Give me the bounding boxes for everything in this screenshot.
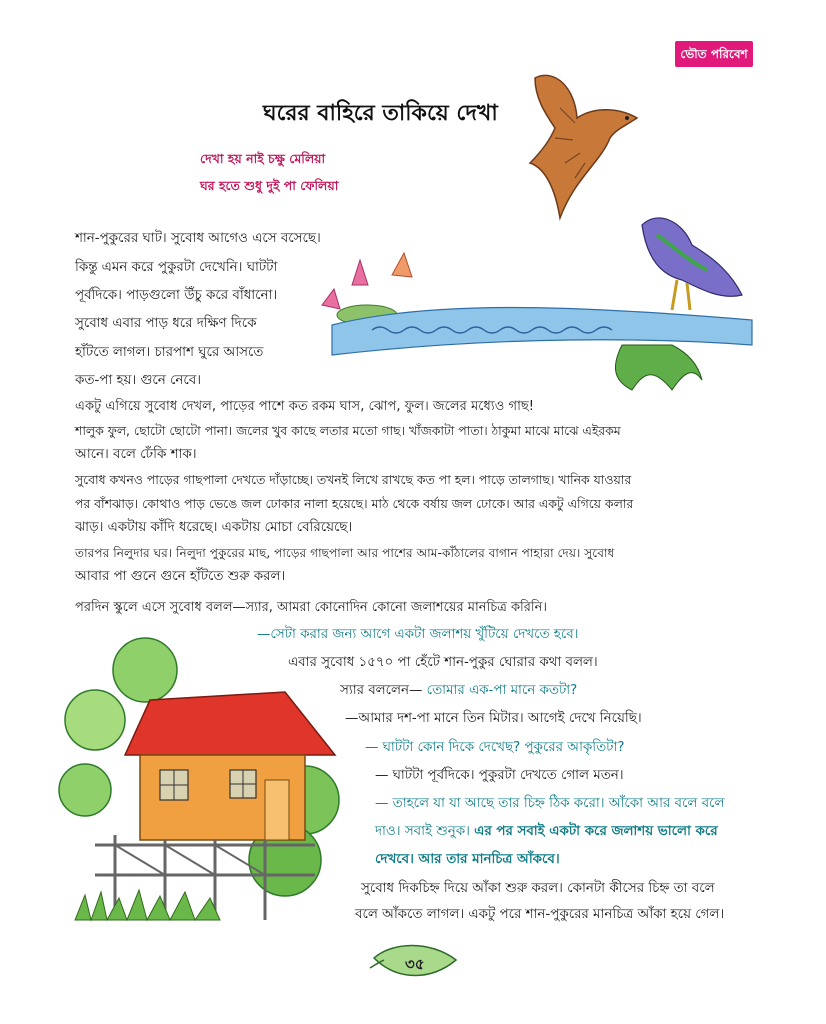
teacher-question: তোমার এক-পা মানে কতটা? bbox=[426, 683, 578, 698]
text-line-23 bbox=[375, 822, 718, 842]
text-line-25: সুবোধ দিকচিহ্ন দিয়ে আঁকা শুরু করল। কোনটা কীসের চিহ্ন তা বলে bbox=[361, 881, 715, 896]
text-line-3: পূর্বদিকে। পাড়গুলো উঁচু করে বাঁধানো। bbox=[75, 288, 278, 303]
text-line-15: পরদিন স্কুলে এসে সুবোধ বলল—স্যার, আমরা কোনোদিন কোনো জলাশয়ের মানচিত্র করিনি। bbox=[75, 600, 548, 615]
text-line-21: — ঘাটটা পূর্বদিকে। পুকুরটা দেখতে গোল মতন। bbox=[375, 768, 624, 783]
text-line-16: —সেটা করার জন্য আগে একটা জলাশয় খুঁটিয়ে দেখতে হবে। bbox=[257, 627, 579, 642]
text-line-20: — ঘাটটা কোন দিকে দেখেছ? পুকুরের আকৃতিটা? bbox=[365, 740, 625, 755]
text-line-26: বলে আঁকতে লাগল। একটু পরে শান-পুকুরের মানচিত্র আঁকা হয়ে গেল। bbox=[355, 907, 725, 922]
text-line-19: —আমার দশ-পা মানে তিন মিটার। আগেই দেখে নিয়েছি। bbox=[345, 711, 642, 726]
page-number: ৩৫ bbox=[405, 955, 425, 973]
text-line-12: ঝাড়। একটায় কাঁদি ধরেছে। একটায় মোচা বেরিয়েছে। bbox=[75, 520, 353, 535]
text-line-14: আবার পা গুনে গুনে হাঁটতে শুরু করল। bbox=[75, 569, 286, 584]
poem-line-2: ঘর হতে শুধু দুই পা ফেলিয়া bbox=[200, 178, 339, 193]
text-line-2: কিন্তু এমন করে পুকুরটা দেখেনি। ঘাটটা bbox=[75, 260, 278, 275]
text-line-4: সুবোধ এবার পাড় ধরে দক্ষিণ দিকে bbox=[75, 316, 257, 331]
house-illustration bbox=[55, 630, 355, 925]
text-line-22: — তাহলে যা যা আছে তার চিহ্ন ঠিক করো। আঁকো আর বলে বলে bbox=[375, 796, 725, 811]
text-line-17: এবার সুবোধ ১৫৭০ পা হেঁটে শান-পুকুর ঘোরার কথা বলল। bbox=[288, 655, 598, 670]
text-line-6: কত-পা হয়। গুনে নেবে। bbox=[75, 373, 201, 388]
text-line-1: শান-পুকুরের ঘাট। সুবোধ আগেও এসে বসেছে। bbox=[75, 231, 321, 246]
text-segment: দাও। সবাই শুনুক। bbox=[375, 824, 475, 839]
bold-instruction: এর পর সবাই একটা করে জলাশয় ভালো করে bbox=[474, 824, 718, 839]
page-title: ঘরের বাহিরে তাকিয়ে দেখা bbox=[263, 101, 498, 126]
text-line-11: পর বাঁশঝাড়। কোথাও পাড় ভেঙে জল ঢোকার নালা হয়েছে। মাঠ থেকে বর্ষায় জল ঢোকে। আর একটু এগিয়ে কলার bbox=[75, 496, 634, 511]
flying-bird-illustration bbox=[515, 68, 645, 228]
text-line-8: শালুক ফুল, ছোটো ছোটো পানা। জলের খুব কাছে লতার মতো গাছ। খাঁজকাটা পাতা। ঠাকুমা মাঝে মাঝে এইরকম bbox=[75, 423, 621, 438]
text-line-7: একটু এগিয়ে সুবোধ দেখল, পাড়ের পাশে কত রকম ঘাস, ঝোপ, ফুল। জলের মধ্যেও গাছ! bbox=[75, 399, 535, 414]
poem-line-1: দেখা হয় নাই চক্ষু মেলিয়া bbox=[200, 151, 326, 166]
text-line-9: আনে। বলে ঢেঁকি শাক। bbox=[75, 447, 197, 462]
text-line-10: সুবোধ কখনও পাড়ের গাছপালা দেখতে দাঁড়াচ্ছে। তখনই লিখে রাখছে কত পা হল। পাড়ে তালগাছ। খানিক যাওয়ার bbox=[75, 472, 632, 487]
section-badge: ভৌত পরিবেশ bbox=[675, 41, 753, 67]
text-line-18 bbox=[340, 681, 577, 701]
pond-illustration bbox=[312, 205, 762, 395]
text-line-13: তারপর নিলুদার ঘর। নিলুদা পুকুরের মাছ, পাড়ের গাছপালা আর পাশের আম-কাঁঠালের বাগান পাহারা দেয়। সুবোধ bbox=[75, 546, 615, 560]
text-line-24: দেখবে। আর তার মানচিত্র আঁকবে। bbox=[375, 852, 560, 867]
text-line-5: হাঁটতে লাগল। চারপাশ ঘুরে আসতে bbox=[75, 345, 264, 360]
speaker-prefix: স্যার বললেন— bbox=[340, 683, 427, 698]
